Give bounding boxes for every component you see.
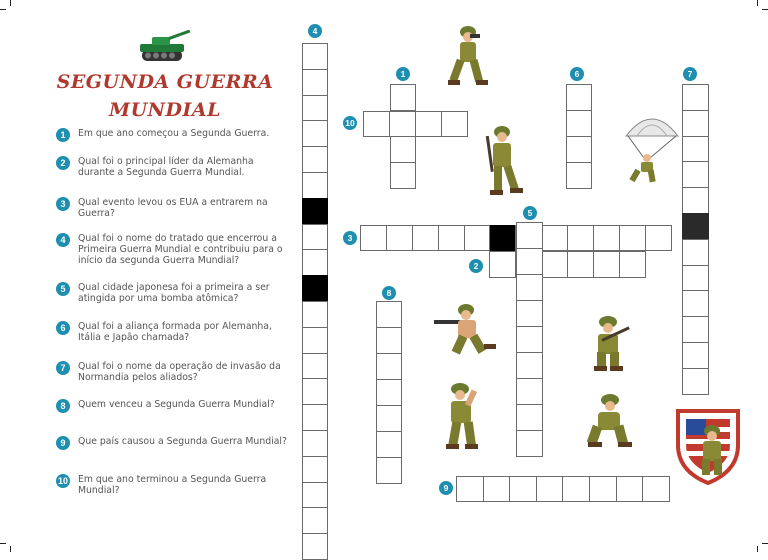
crossword-cell-3-across[interactable] xyxy=(593,225,620,251)
crossword-cell-10-across[interactable] xyxy=(415,111,442,137)
crossword-cell-5-down[interactable] xyxy=(516,352,543,379)
crossword-cell-4-down[interactable] xyxy=(302,198,328,225)
crossword-cell-9-across[interactable] xyxy=(589,476,617,502)
crossword-cell-8-down[interactable] xyxy=(376,327,402,354)
crossword-cell-4-down[interactable] xyxy=(302,172,328,199)
crossword-cell-4-down[interactable] xyxy=(302,327,328,354)
question-text: Qual foi o principal líder da Alemanha durante a Segunda Guerra Mundial. xyxy=(78,156,254,178)
question-text: Qual foi o nome do tratado que encerrou a Primeira Guerra Mundial e contribuiu para o início da segunda Guerra Mundial? xyxy=(78,233,283,266)
crossword-cell-1-down[interactable] xyxy=(390,162,416,189)
clue-number-8: 8 xyxy=(382,286,396,300)
crossword-cell-1-down[interactable] xyxy=(390,84,416,111)
soldier-binoculars-icon xyxy=(446,22,490,88)
clue-number-9: 9 xyxy=(439,481,453,495)
question-text: Qual cidade japonesa foi a primeira a ser atingida por uma bomba atômica? xyxy=(78,282,270,304)
soldier-crest-icon xyxy=(672,405,744,485)
question-text: Qual foi a aliança formada por Alemanha, Itália e Japão chamada? xyxy=(78,321,272,343)
crossword-cell-4-down[interactable] xyxy=(302,146,328,173)
soldier-aiming-icon xyxy=(432,300,502,360)
crossword-cell-9-across[interactable] xyxy=(536,476,564,502)
soldier-grenade-icon xyxy=(440,380,486,452)
crossword-cell-8-down[interactable] xyxy=(376,457,402,484)
crossword-cell-5-down[interactable] xyxy=(516,378,543,405)
title-line-1: SEGUNDA GUERRA xyxy=(56,71,274,93)
crossword-cell-4-down[interactable] xyxy=(302,507,328,534)
crossword-cell-10-across[interactable] xyxy=(389,111,416,137)
crossword-cell-7-down[interactable] xyxy=(682,265,709,292)
crop-mark xyxy=(10,0,11,6)
crossword-cell-7-down[interactable] xyxy=(682,213,709,240)
paratrooper-icon xyxy=(622,110,682,184)
crossword-cell-4-down[interactable] xyxy=(302,275,328,302)
clue-number-7: 7 xyxy=(683,67,697,81)
crop-mark xyxy=(762,9,768,10)
crossword-cell-4-down[interactable] xyxy=(302,353,328,380)
crossword-cell-6-down[interactable] xyxy=(566,110,592,137)
question-text: Qual foi o nome da operação de invasão da Normandia pelos aliados? xyxy=(78,361,281,383)
crossword-cell-7-down[interactable] xyxy=(682,342,709,369)
crossword-cell-4-down[interactable] xyxy=(302,533,328,560)
crop-mark xyxy=(757,0,758,6)
crossword-cell-4-down[interactable] xyxy=(302,404,328,431)
crop-mark xyxy=(0,9,6,10)
crossword-cell-9-across[interactable] xyxy=(616,476,644,502)
crossword-cell-5-down[interactable] xyxy=(516,248,543,275)
question-number: 6 xyxy=(56,321,70,335)
clue-number-5: 5 xyxy=(523,206,537,220)
question-text: Qual evento levou os EUA a entrarem na Guerra? xyxy=(78,197,268,219)
crossword-cell-7-down[interactable] xyxy=(682,368,709,395)
crossword-cell-3-across[interactable] xyxy=(386,225,413,251)
crossword-cell-5-down[interactable] xyxy=(516,274,543,301)
crossword-cell-7-down[interactable] xyxy=(682,136,709,163)
crossword-cell-4-down[interactable] xyxy=(302,120,328,147)
crossword-cell-8-down[interactable] xyxy=(376,301,402,328)
crossword-cell-3-across[interactable] xyxy=(567,225,594,251)
crossword-cell-4-down[interactable] xyxy=(302,95,328,122)
soldier-crouching-icon xyxy=(584,390,636,452)
crossword-cell-4-down[interactable] xyxy=(302,482,328,509)
crossword-cell-4-down[interactable] xyxy=(302,301,328,328)
crop-mark xyxy=(0,543,6,544)
crossword-cell-3-across[interactable] xyxy=(360,225,387,251)
question-number: 8 xyxy=(56,399,70,413)
crossword-cell-9-across[interactable] xyxy=(456,476,484,502)
crossword-cell-7-down[interactable] xyxy=(682,161,709,188)
clue-number-2: 2 xyxy=(469,259,483,273)
crossword-cell-5-down[interactable] xyxy=(516,404,543,431)
question-text: Que país causou a Segunda Guerra Mundial? xyxy=(78,436,287,447)
crossword-cell-4-down[interactable] xyxy=(302,249,328,276)
crossword-cell-9-across[interactable] xyxy=(483,476,511,502)
crossword-cell-6-down[interactable] xyxy=(566,84,592,111)
crossword-cell-3-across[interactable] xyxy=(645,225,672,251)
crossword-cell-2-across[interactable] xyxy=(489,251,516,278)
crossword-cell-7-down[interactable] xyxy=(682,110,709,137)
crossword-cell-5-down[interactable] xyxy=(516,430,543,457)
crossword-cell-5-down[interactable] xyxy=(516,222,543,249)
crossword-cell-10-across[interactable] xyxy=(363,111,390,137)
crop-mark xyxy=(757,546,758,552)
soldier-charging-icon xyxy=(584,312,636,374)
crossword-cell-4-down[interactable] xyxy=(302,224,328,251)
crossword-cell-6-down[interactable] xyxy=(566,162,592,189)
clue-number-3: 3 xyxy=(343,231,357,245)
crossword-cell-7-down[interactable] xyxy=(682,239,709,266)
crossword-cell-3-across[interactable] xyxy=(412,225,439,251)
crossword-cell-7-down[interactable] xyxy=(682,316,709,343)
question-text: Quem venceu a Segunda Guerra Mundial? xyxy=(78,399,275,410)
crossword-cell-3-across[interactable] xyxy=(619,225,646,251)
clue-number-4: 4 xyxy=(308,24,322,38)
page-title xyxy=(40,68,290,124)
crossword-cell-4-down[interactable] xyxy=(302,69,328,96)
crossword-cell-5-down[interactable] xyxy=(516,326,543,353)
question-number: 7 xyxy=(56,361,70,375)
clue-number-10: 10 xyxy=(343,116,357,130)
tank-icon xyxy=(136,30,194,64)
crossword-cell-7-down[interactable] xyxy=(682,187,709,214)
crossword-cell-9-across[interactable] xyxy=(509,476,537,502)
question-number: 1 xyxy=(56,128,70,142)
crossword-cell-7-down[interactable] xyxy=(682,84,709,111)
crossword-cell-4-down[interactable] xyxy=(302,378,328,405)
crossword-cell-7-down[interactable] xyxy=(682,290,709,317)
crossword-cell-2-across[interactable] xyxy=(619,251,646,278)
question-number: 10 xyxy=(57,476,68,486)
question-number: 4 xyxy=(56,233,70,247)
crossword-cell-3-across[interactable] xyxy=(438,225,465,251)
question-text: Em que ano terminou a Segunda Guerra Mundial? xyxy=(78,474,267,496)
soldier-rifle-icon xyxy=(482,122,526,200)
crossword-cell-2-across[interactable] xyxy=(541,251,568,278)
crossword-cell-4-down[interactable] xyxy=(302,430,328,457)
crossword-cell-9-across[interactable] xyxy=(642,476,670,502)
crossword-cell-10-across[interactable] xyxy=(441,111,468,137)
crop-mark xyxy=(10,546,11,552)
crossword-cell-1-down[interactable] xyxy=(390,136,416,163)
crossword-cell-5-down[interactable] xyxy=(516,300,543,327)
crossword-cell-8-down[interactable] xyxy=(376,431,402,458)
clue-number-1: 1 xyxy=(396,67,410,81)
crossword-cell-4-down[interactable] xyxy=(302,43,328,70)
crossword-cell-3-across[interactable] xyxy=(541,225,568,251)
question-text: Em que ano começou a Segunda Guerra. xyxy=(78,128,270,139)
crossword-cell-8-down[interactable] xyxy=(376,353,402,380)
question-number: 5 xyxy=(56,282,70,296)
crossword-cell-8-down[interactable] xyxy=(376,379,402,406)
crossword-cell-3-across[interactable] xyxy=(464,225,491,251)
crossword-cell-9-across[interactable] xyxy=(562,476,590,502)
crop-mark xyxy=(762,543,768,544)
title-line-2: MUNDIAL xyxy=(109,99,221,121)
clue-number-6: 6 xyxy=(570,67,584,81)
crossword-cell-2-across[interactable] xyxy=(593,251,620,278)
crossword-cell-2-across[interactable] xyxy=(567,251,594,278)
crossword-cell-6-down[interactable] xyxy=(566,136,592,163)
question-number: 3 xyxy=(56,197,70,211)
crossword-cell-3-across[interactable] xyxy=(490,225,517,251)
crossword-cell-4-down[interactable] xyxy=(302,456,328,483)
question-number: 9 xyxy=(56,436,70,450)
crossword-cell-8-down[interactable] xyxy=(376,405,402,432)
question-number: 2 xyxy=(56,156,70,170)
